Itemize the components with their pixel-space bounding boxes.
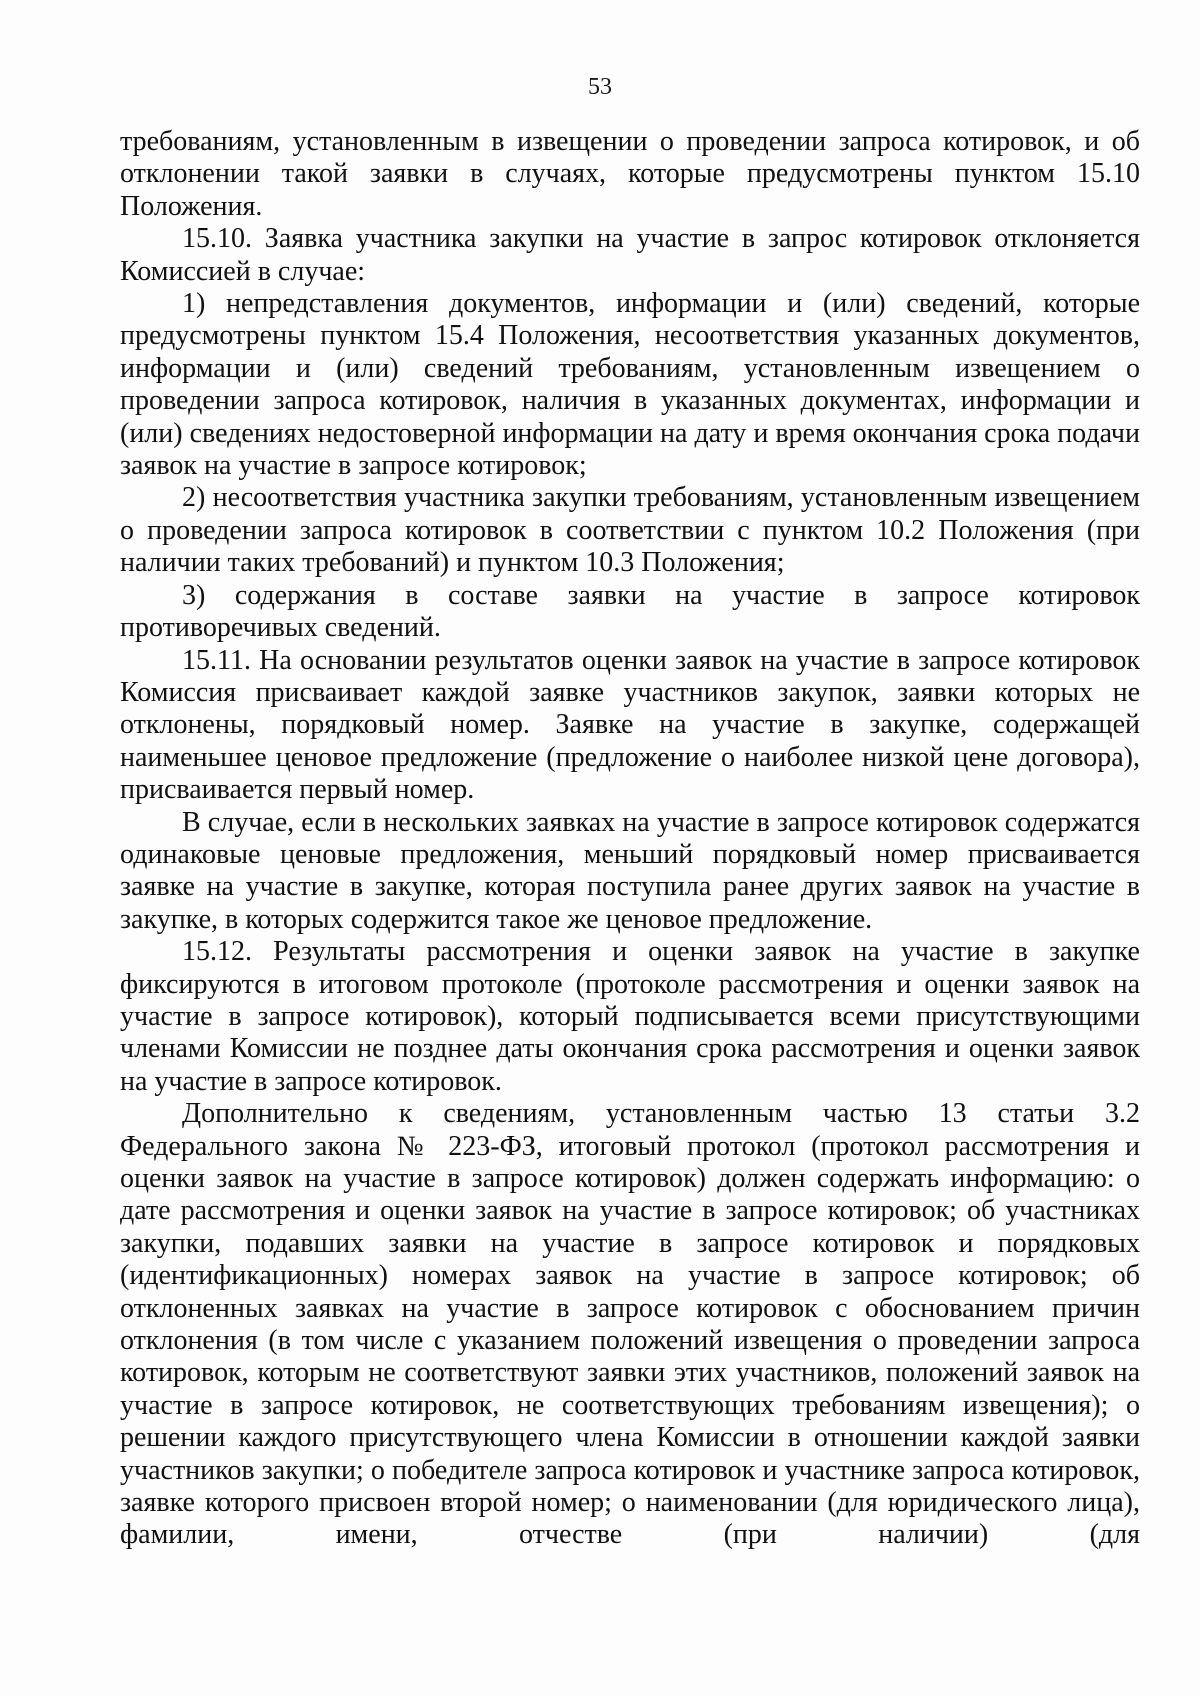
paragraph-15-12: 15.12. Результаты рассмотрения и оценки заявок на участие в закупке фиксируются в итоговом протоколе (протоколе рассмотрения и оценки заявок на участие в запросе котировок), который подписывается всеми присутствующими членами Комиссии не позднее даты окончания срока рассмотрения и оценки заявок на участие в запросе котировок. bbox=[120, 936, 1140, 1097]
paragraph-15-11-equal-prices: В случае, если в нескольких заявках на участие в запросе котировок содержатся одинаковые ценовые предложения, меньший порядковый номер присваивается заявке на участие в закупке, которая поступила ранее других заявок на участие в закупке, в которых содержится такое же ценовое предложение. bbox=[120, 806, 1140, 935]
paragraph-15-10-item-2: 2) несоответствия участника закупки требованиям, установленным извещением о проведении запроса котировок в соответствии с пунктом 10.2 Положения (при наличии таких требований) и пунктом 10.3 Положения; bbox=[120, 482, 1140, 579]
paragraph-15-12-protocol-contents: Дополнительно к сведениям, установленным частью 13 статьи 3.2 Федерального закона № 223-ФЗ, итоговый протокол (протокол рассмотрения и оценки заявок на участие в запросе котировок) должен содержать информацию: о дате рассмотрения и оценки заявок на участие в запросе котировок; об участниках закупки, подавших заявки на участие в запросе котировок и порядковых (идентификационных) номерах заявок на участие в запросе котировок; об отклоненных заявках на участие в запросе котировок с обоснованием причин отклонения (в том числе с указанием положений извещения о проведении запроса котировок, которым не соответствуют заявки этих участников, положений заявок на участие в запросе котировок, не соответствующих требованиям извещения); о решении каждого присутствующего члена Комиссии в отношении каждой заявки участников закупки; о победителе запроса котировок и участнике запроса котировок, заявке которого присвоен второй номер; о наименовании (для юридического лица), фамилии, имени, отчестве (при наличии) (для bbox=[120, 1098, 1140, 1551]
paragraph-15-10-item-1: 1) непредставления документов, информации и (или) сведений, которые предусмотрены пунктом 15.4 Положения, несоответствия указанных документов, информации и (или) сведений требованиям, установленным извещением о проведении запроса котировок, наличия в указанных документах, информации и (или) сведениях недостоверной информации на дату и время окончания срока подачи заявок на участие в запросе котировок; bbox=[120, 288, 1140, 482]
paragraph-15-10: 15.10. Заявка участника закупки на участие в запрос котировок отклоняется Комиссией в случае: bbox=[120, 223, 1140, 287]
document-body bbox=[120, 126, 1140, 1552]
paragraph-15-11: 15.11. На основании результатов оценки заявок на участие в запросе котировок Комиссия присваивает каждой заявке участников закупок, заявки которых не отклонены, порядковый номер. Заявке на участие в закупке, содержащей наименьшее ценовое предложение (предложение о наиболее низкой цене договора), присваивается первый номер. bbox=[120, 644, 1140, 806]
paragraph-continuation: требованиям, установленным в извещении о проведении запроса котировок, и об отклонении такой заявки в случаях, которые предусмотрены пунктом 15.10 Положения. bbox=[120, 126, 1140, 222]
page-number: 53 bbox=[588, 74, 612, 100]
paragraph-15-10-item-3: 3) содержания в составе заявки на участие в запросе котировок противоречивых сведений. bbox=[120, 579, 1140, 644]
